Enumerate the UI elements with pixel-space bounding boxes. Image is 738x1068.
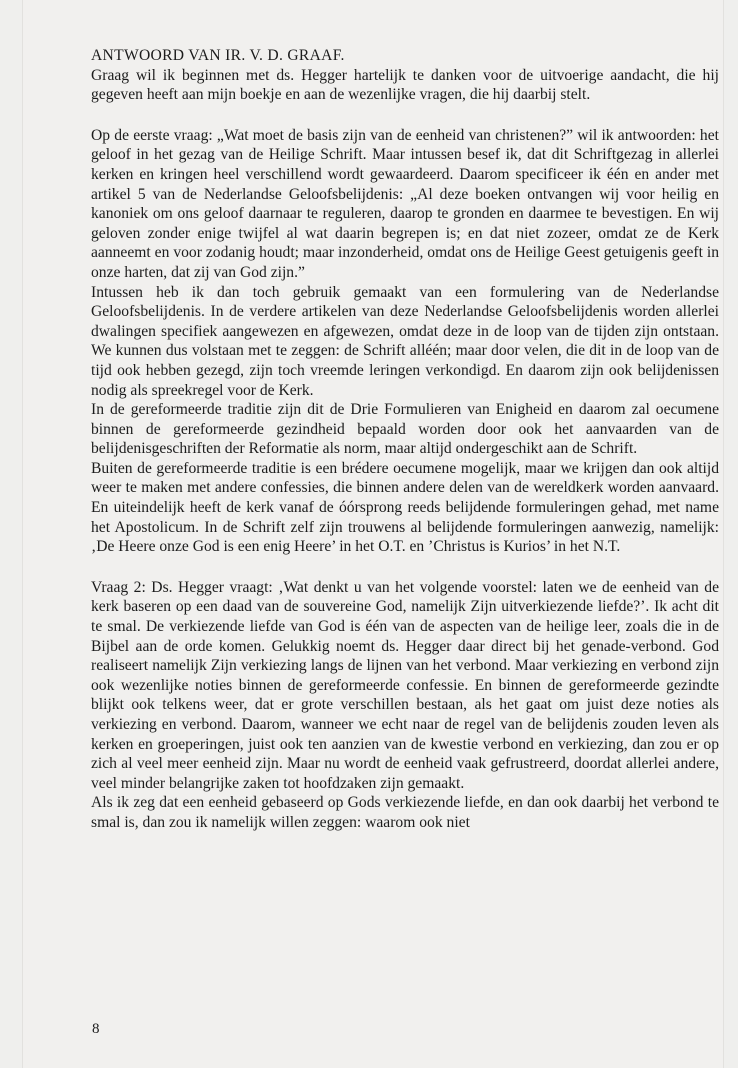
paragraph-intro: Graag wil ik beginnen met ds. Hegger hartelijk te danken voor de uitvoerige aandacht, die hij gegeven heeft aan mijn boekje en aan de wezenlijke vragen, die hij daarbij stelt. [91, 66, 719, 104]
page-number: 8 [92, 1021, 100, 1037]
paragraph-question-2: Vraag 2: Ds. Hegger vraagt: ‚Wat denkt u van het volgende voorstel: laten we de eenheid van de kerk baseren op een daad van de souvereine God, namelijk Zijn uitverkiezende liefde?’. Ik acht dit te smal. De verkiezende liefde van God is één van de aspecten van de heilige leer, zoals die in de Bijbel aan de orde komen. Gelukkig noemt ds. Hegger daar direct bij het genade-verbond. God realiseert namelijk Zijn verkiezing langs de lijnen van het verbond. Maar verkiezing en verbond zijn ook wezenlijke noties binnen de gereformeerde confessie. En binnen de gereformeerde gezindte blijkt ook telkens weer, dat er grote verschillen bestaan, als het gaat om juist deze noties als verkiezing en verbond. Daarom, wanneer we echt naar de regel van de belijdenis zouden leven als kerken en groeperingen, juist ook ten aanzien van de kwestie verbond en verkiezing, dan zou er op zich al veel meer eenheid zijn. Maar nu wordt de eenheid vaak gefrustreerd, doordat allerlei andere, veel minder belangrijke zaken tot hoofdzaken zijn gemaakt. [91, 578, 719, 792]
text-body [91, 46, 719, 833]
paragraph-tradition: In de gereformeerde traditie zijn dit de Drie Formulieren van Enigheid en daarom zal oecumene binnen de gereformeerde gezindheid bepaald worden door ook het aanvaarden van de belijdenisgeschriften der Reformatie als norm, maar altijd ondergeschikt aan de Schrift. [91, 401, 719, 458]
paragraph-confession: Intussen heb ik dan toch gebruik gemaakt van een formulering van de Nederlandse Geloofsbelijdenis. In de verdere artikelen van deze Nederlandse Geloofsbelijdenis worden allerlei dwalingen specifiek aangewezen en afgewezen, omdat deze in de loop van de tijden zijn ontstaan. We kunnen dus volstaan met te zeggen: de Schrift alléén; maar door velen, die dit in de loop van de tijd ook hebben gezegd, zijn toch vreemde leringen verkondigd. En daarom zijn ook belijdenissen nodig als spreekregel voor de Kerk. [91, 283, 719, 399]
paragraph-gap [91, 557, 719, 578]
page [22, 0, 724, 1068]
section-title: ANTWOORD VAN IR. V. D. GRAAF. [91, 47, 345, 64]
paragraph-gap [91, 105, 719, 126]
paragraph-question-1: Op de eerste vraag: „Wat moet de basis zijn van de eenheid van christenen?” wil ik antwoorden: het geloof in het gezag van de Heilige Schrift. Maar intussen besef ik, dat dit Schriftgezag in allerlei kerken en kringen heel verschillend wordt gewaardeerd. Daarom specificeer ik één en ander met artikel 5 van de Nederlandse Geloofsbelijdenis: „Al deze boeken ontvangen wij voor heilig en kanoniek om ons geloof daarnaar te reguleren, daarop te gronden en daarmee te bevestigen. En wij geloven zonder enige twijfel al wat daarin begrepen is; en dat niet zozeer, omdat ze de Kerk aanneemt en voor zodanig houdt; maar inzonderheid, omdat ons de Heilige Geest getuigenis geeft in onze harten, dat zij van God zijn.” [91, 126, 719, 281]
paragraph-broader-oecumene: Buiten de gereformeerde traditie is een brédere oecumene mogelijk, maar we krijgen dan ook altijd weer te maken met andere confessies, die binnen andere delen van de wereldkerk worden aanvaard. En uiteindelijk heeft de kerk vanaf de óórsprong reeds belijdende formuleringen gehad, met name het Apostolicum. In de Schrift zelf zijn trouwens al belijdende formuleringen aanwezig, namelijk: ‚De Heere onze God is een enig Heere’ in het O.T. en ’Christus is Kurios’ in het N.T. [91, 459, 719, 556]
paragraph-closing: Als ik zeg dat een eenheid gebaseerd op Gods verkiezende liefde, en dan ook daarbij het verbond te smal is, dan zou ik namelijk willen zeggen: waarom ook niet [91, 794, 719, 831]
